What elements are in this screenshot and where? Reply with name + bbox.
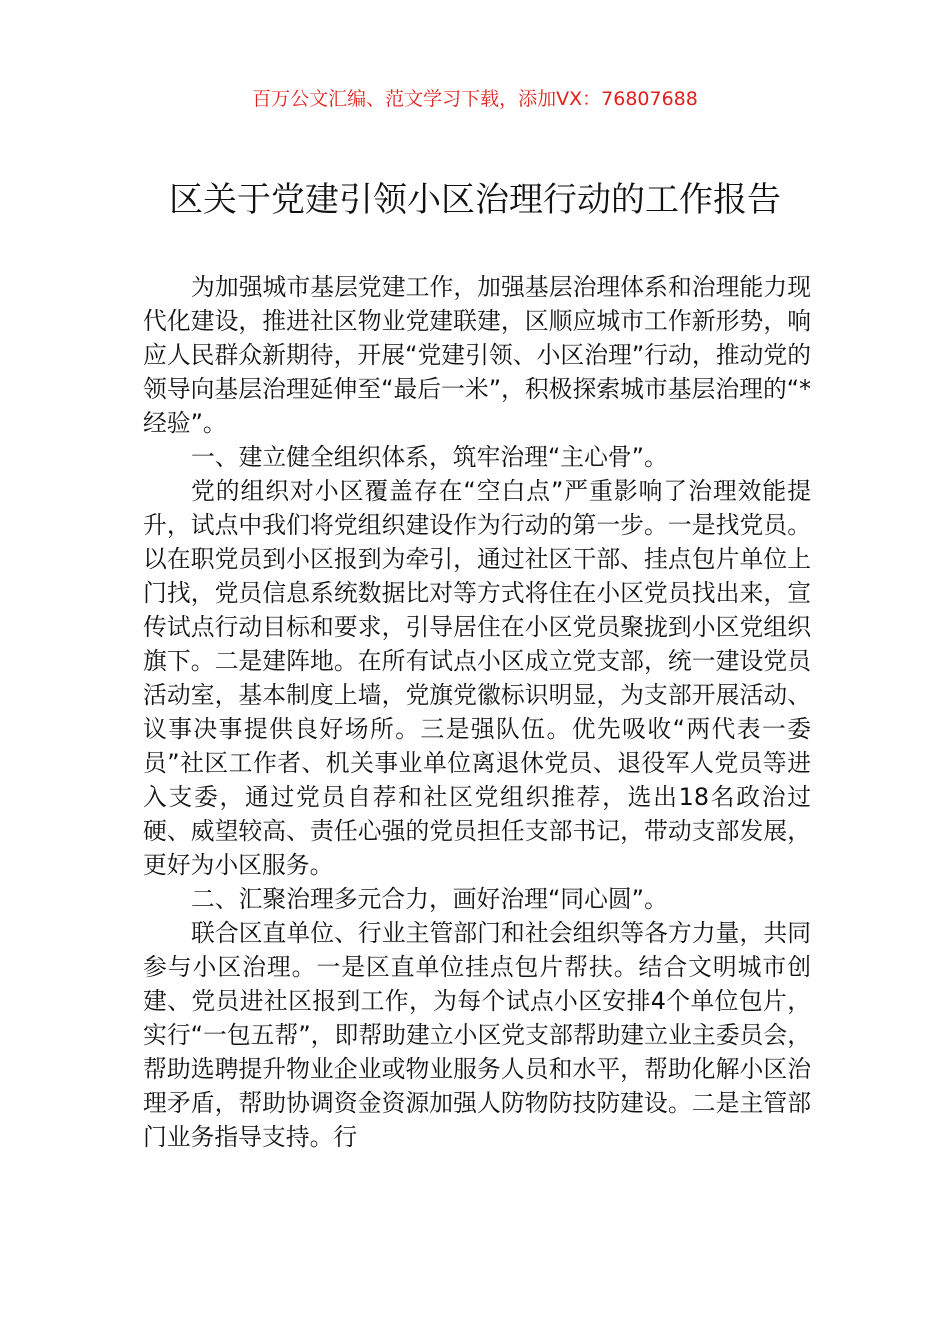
header-note: 百万公文汇编、范文学习下载，添加VX：76807688 [252,88,698,110]
section-heading-2: 二、汇聚治理多元合力，画好治理“同心圆”。 [191,885,668,913]
paragraph-section-2: 联合区直单位、行业主管部门和社会组织等各方力量，共同参与小区治理。一是区直单位挂点包片帮扶。结合文明城市创建、党员进社区报到工作，为每个试点小区安排4个单位包片，实行“一包五帮”，即帮助建立小区党支部帮助建立业主委员会，帮助选聘提升物业企业或物业服务人员和水平，帮助化解小区治理矛盾，帮助协调资金资源加强人防物防技防建设。二是主管部门业务指导支持。行 [143,919,811,1151]
document-body [143,270,811,1154]
section-heading-1: 一、建立健全组织体系，筑牢治理“主心骨”。 [191,443,668,471]
document-title: 区关于党建引领小区治理行动的工作报告 [169,180,781,220]
paragraph-section-1: 党的组织对小区覆盖存在“空白点”严重影响了治理效能提升，试点中我们将党组织建设作为行动的第一步。一是找党员。以在职党员到小区报到为牵引，通过社区干部、挂点包片单位上门找，党员信息系统数据比对等方式将住在小区党员找出来，宣传试点行动目标和要求，引导居住在小区党员聚拢到小区党组织旗下。二是建阵地。在所有试点小区成立党支部，统一建设党员活动室，基本制度上墙，党旗党徽标识明显，为支部开展活动、议事决事提供良好场所。三是强队伍。优先吸收“两代表一委员”社区工作者、机关事业单位离退休党员、退役军人党员等进入支委，通过党员自荐和社区党组织推荐，选出18名政治过硬、威望较高、责任心强的党员担任支部书记，带动支部发展，更好为小区服务。 [143,477,811,879]
paragraph-intro: 为加强城市基层党建工作，加强基层治理体系和治理能力现代化建设，推进社区物业党建联建，区顺应城市工作新形势，响应人民群众新期待，开展“党建引领、小区治理”行动，推动党的领导向基层治理延伸至“最后一米”，积极探索城市基层治理的“*经验”。 [143,273,811,437]
